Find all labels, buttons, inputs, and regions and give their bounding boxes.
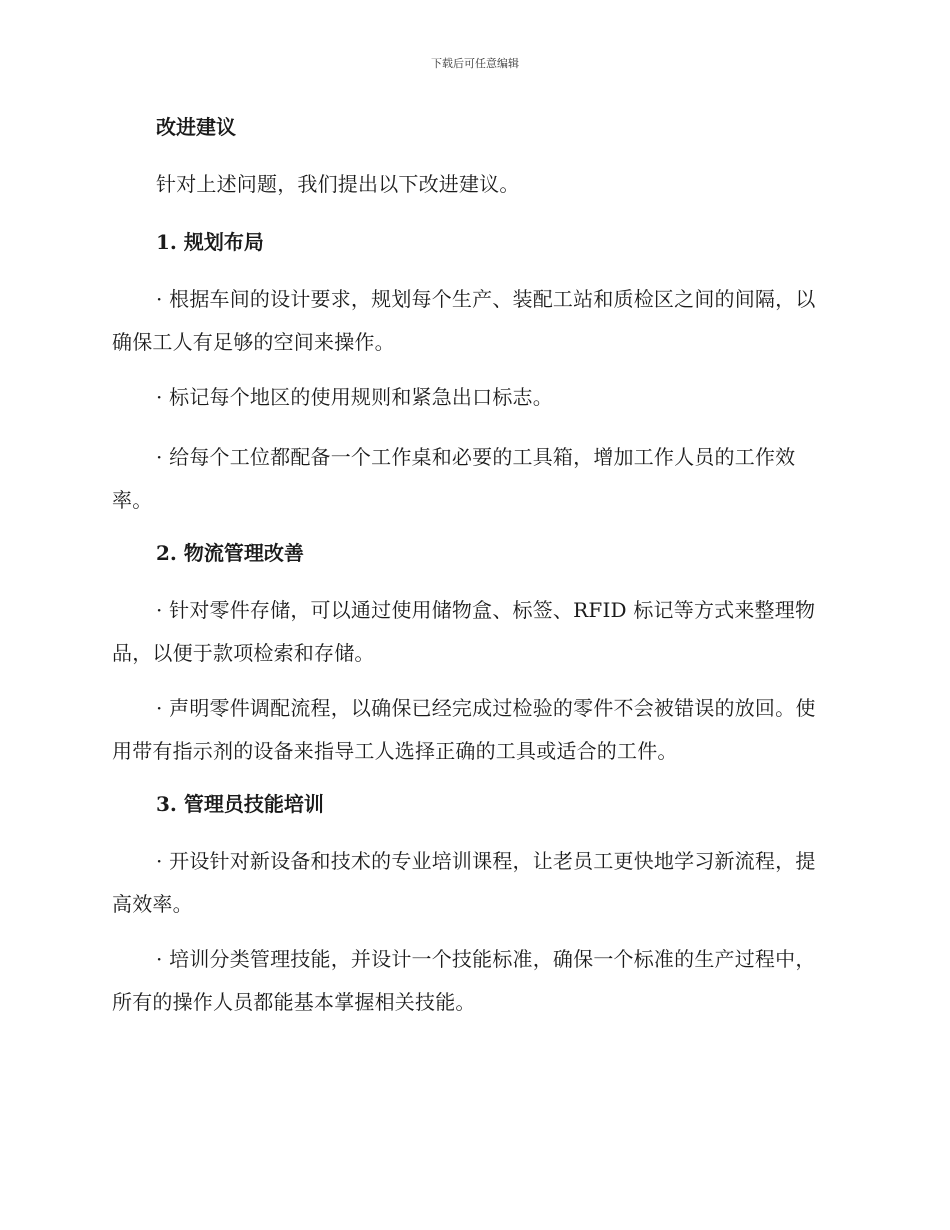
paragraph-layout-workstation: · 给每个工位都配备一个工作桌和必要的工具箱，增加工作人员的工作效率。 <box>112 445 796 512</box>
paragraph-training-courses: · 开设针对新设备和技术的专业培训课程，让老员工更快地学习新流程，提高效率。 <box>112 849 816 916</box>
section-heading-logistics: 2. 物流管理改善 <box>156 541 304 565</box>
paragraph-logistics-storage: · 针对零件存储，可以通过使用储物盒、标签、RFID 标记等方式来整理物品，以便于款项检索和存储。 <box>112 598 816 665</box>
paragraph-layout-rules: · 标记每个地区的使用规则和紧急出口标志。 <box>156 385 553 409</box>
section-heading-layout: 1. 规划布局 <box>156 230 264 254</box>
paragraph-logistics-process: · 声明零件调配流程，以确保已经完成过检验的零件不会被错误的放回。使用带有指示剂的设备来指导工人选择正确的工具或适合的工件。 <box>112 696 816 763</box>
document-body <box>112 108 834 1036</box>
page-header: 下载后可任意编辑 <box>431 57 519 70</box>
document-title: 改进建议 <box>156 115 236 139</box>
intro-paragraph: 针对上述问题，我们提出以下改进建议。 <box>156 172 520 196</box>
paragraph-training-standards: · 培训分类管理技能，并设计一个技能标准，确保一个标准的生产过程中，所有的操作人员都能基本掌握相关技能。 <box>112 947 816 1014</box>
section-heading-training: 3. 管理员技能培训 <box>156 792 324 816</box>
paragraph-layout-spacing: · 根据车间的设计要求，规划每个生产、装配工站和质检区之间的间隔，以确保工人有足够的空间来操作。 <box>112 287 816 354</box>
